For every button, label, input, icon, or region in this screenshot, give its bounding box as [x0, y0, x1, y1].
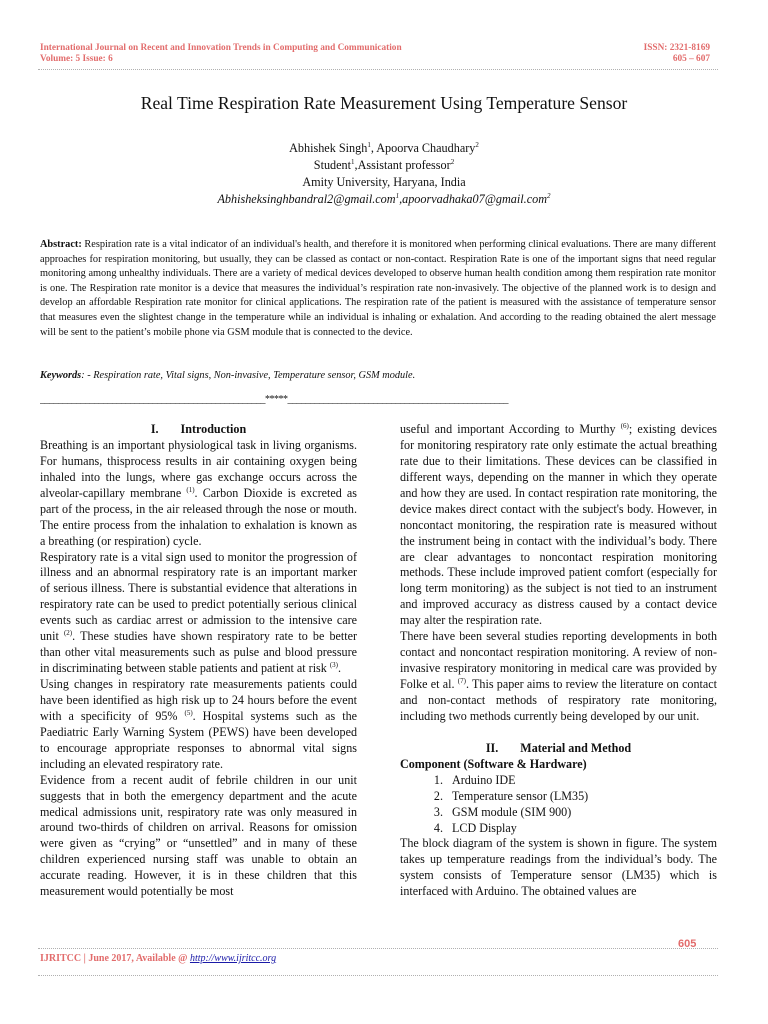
section-separator: __________________________________________________*****_________________________________________________ — [40, 394, 508, 405]
page-number: 605 — [678, 938, 697, 950]
list-item: 1. Arduino IDE — [446, 773, 717, 789]
header-rule — [38, 69, 718, 70]
paragraph: There have been several studies reporting developments in both contact and noncontact respiration monitoring. A review of non-invasive respiratory monitoring in medical care was provided by Folke et al. $^{(7)}$. This paper aims to review the literature on contact and non-contact methods of respiratory rate monitoring, including two methods currently being developed by our unit. — [400, 629, 717, 723]
section-heading-introduction: I. Introduction — [150, 422, 247, 436]
abstract-text: Respiration rate is a vital indicator of an individual's health, and therefore it is monitored when performing clinical evaluations. There are many different approaches for respiration monitoring, but usually, they can be classed as contact or non-contact. Respiration Rate is one of the important signs that need regular monitoring among unhealthy individuals. There are a variety of medical devices developed to observe human health condition among them respiration rate monitor is one. The Respiration rate monitor is a device that measures the individual’s respiration rate non-invasively. The objective of the planned work is to design and develop an affordable Respiration rate monitor for clinical applications. The respiration rate of the patient is measured with the assistance of temperature sensor that measures even the slightest change in the temperature while an individual is inhaling or exhalation. And according to the reading obtained the alert message will be sent to the patient’s mobile phone via GSM module that is connected to the device. — [40, 239, 716, 338]
list-item: 4. LCD Display — [446, 821, 717, 837]
paragraph: Respiratory rate is a vital sign used to monitor the progression of illness and an abnormal respiratory rate is an important marker of serious illness. There is substantial evidence that alterations in respiratory rate can be used to predict potentially serious clinical events such as cardiac arrest or admission to the intensive care unit $^{(2)}$. These studies have shown respiratory rate to be better than other vital measurements such as pulse and blood pressure in discriminating between stable patients and patient at risk $^{(3)}$. — [40, 549, 357, 676]
footer-rule-bottom — [38, 975, 718, 976]
paragraph: Evidence from a recent audit of febrile children in our unit suggests that in both the emergency department and the acute medical admissions unit, respiratory rate was only measured in around two-thirds of children on arrival. Reasons for omission were given as “crying” or “unsettled” and in many of these children experienced nursing staff was unable to obtain an accurate reading. However, it is in these children that this measurement would potentially be most — [40, 772, 357, 899]
paragraph: The block diagram of the system is shown in figure. The system takes up temperature readings from the individual’s body. The system consists of Temperature sensor (LM35) which is interfaced with Arduino. The obtained values are — [400, 836, 717, 899]
list-item: 2. Temperature sensor (LM35) — [446, 789, 717, 805]
component-list — [400, 773, 717, 837]
footer: IJRITCC | June 2017, Available @ http://www.ijritcc.org — [40, 953, 277, 964]
author-emails: Abhisheksinghbandral2@gmail.com$^1$,apoorvadhaka07@gmail.com$^2$ — [217, 191, 551, 206]
journal-link[interactable]: http://www.ijritcc.org — [189, 953, 277, 964]
journal-name: International Journal on Recent and Innovation Trends in Computing and Communication — [40, 43, 402, 53]
abstract — [40, 238, 716, 340]
right-column — [400, 422, 717, 900]
list-item: 3. GSM module (SIM 900) — [446, 805, 717, 821]
footer-rule — [38, 948, 718, 949]
author-roles: Student$^1$,Assistant professor$^2$ — [313, 157, 455, 172]
keywords: Keywords: - Respiration rate, Vital signs, Non-invasive, Temperature sensor, GSM module. — [40, 370, 416, 381]
paragraph: useful and important According to Murthy $^{(6)}$; existing devices for monitoring respiratory rate only estimate the actual breathing rate due to their limitations. These devices can be classified in different ways, depending on the manner in which they operate and how they are used. In contact respiration rate monitoring, the device makes direct contact with the subject's body. However, in noncontact monitoring, the respiration rate is measured without the instrument being in contact with the individual’s body. There are clear advantages to noncontact respiration monitoring methods. These include improved patient comfort (especially for long term monitoring) as the subject is not tied to an instrument and improved accuracy as distress caused by a contact device may alter the respiration rate. — [400, 421, 717, 628]
abstract-label: Abstract: — [40, 239, 82, 250]
left-column — [40, 422, 357, 900]
affiliation: Amity University, Haryana, India — [302, 175, 466, 189]
paragraph: Using changes in respiratory rate measurements patients could have been identified as high risk up to 24 hours before the event with a specificity of 95% $^{(5)}$. Hospital systems such as the Paediatric Early Warning System (PEWS) have been developed to encourage appropriate responses to abnormal vital signs including an elevated respiratory rate. — [40, 677, 357, 771]
paper-title: Real Time Respiration Rate Measurement Using Temperature Sensor — [140, 93, 628, 113]
paragraph: Breathing is an important physiological task in living organisms. For humans, thisprocess results in air containing oxygen being inhaled into the lungs, where gas exchange occurs across the alveolar-capillary membrane $^{(1)}$. Carbon Dioxide is excreted as part of the process, in the air released through the nose or mouth. The entire process from the inhalation to exhalation is known as a breathing (or respiration) cycle. — [40, 437, 357, 548]
page-range: 605 – 607 — [672, 54, 710, 64]
component-heading: Component (Software & Hardware) — [400, 756, 587, 771]
journal-volume: Volume: 5 Issue: 6 — [40, 54, 113, 64]
section-heading-material-method: II. Material and Method — [485, 740, 632, 755]
author-names: Abhishek Singh$^1$, Apoorva Chaudhary$^2$ — [289, 140, 479, 155]
issn: ISSN: 2321-8169 — [643, 43, 710, 53]
